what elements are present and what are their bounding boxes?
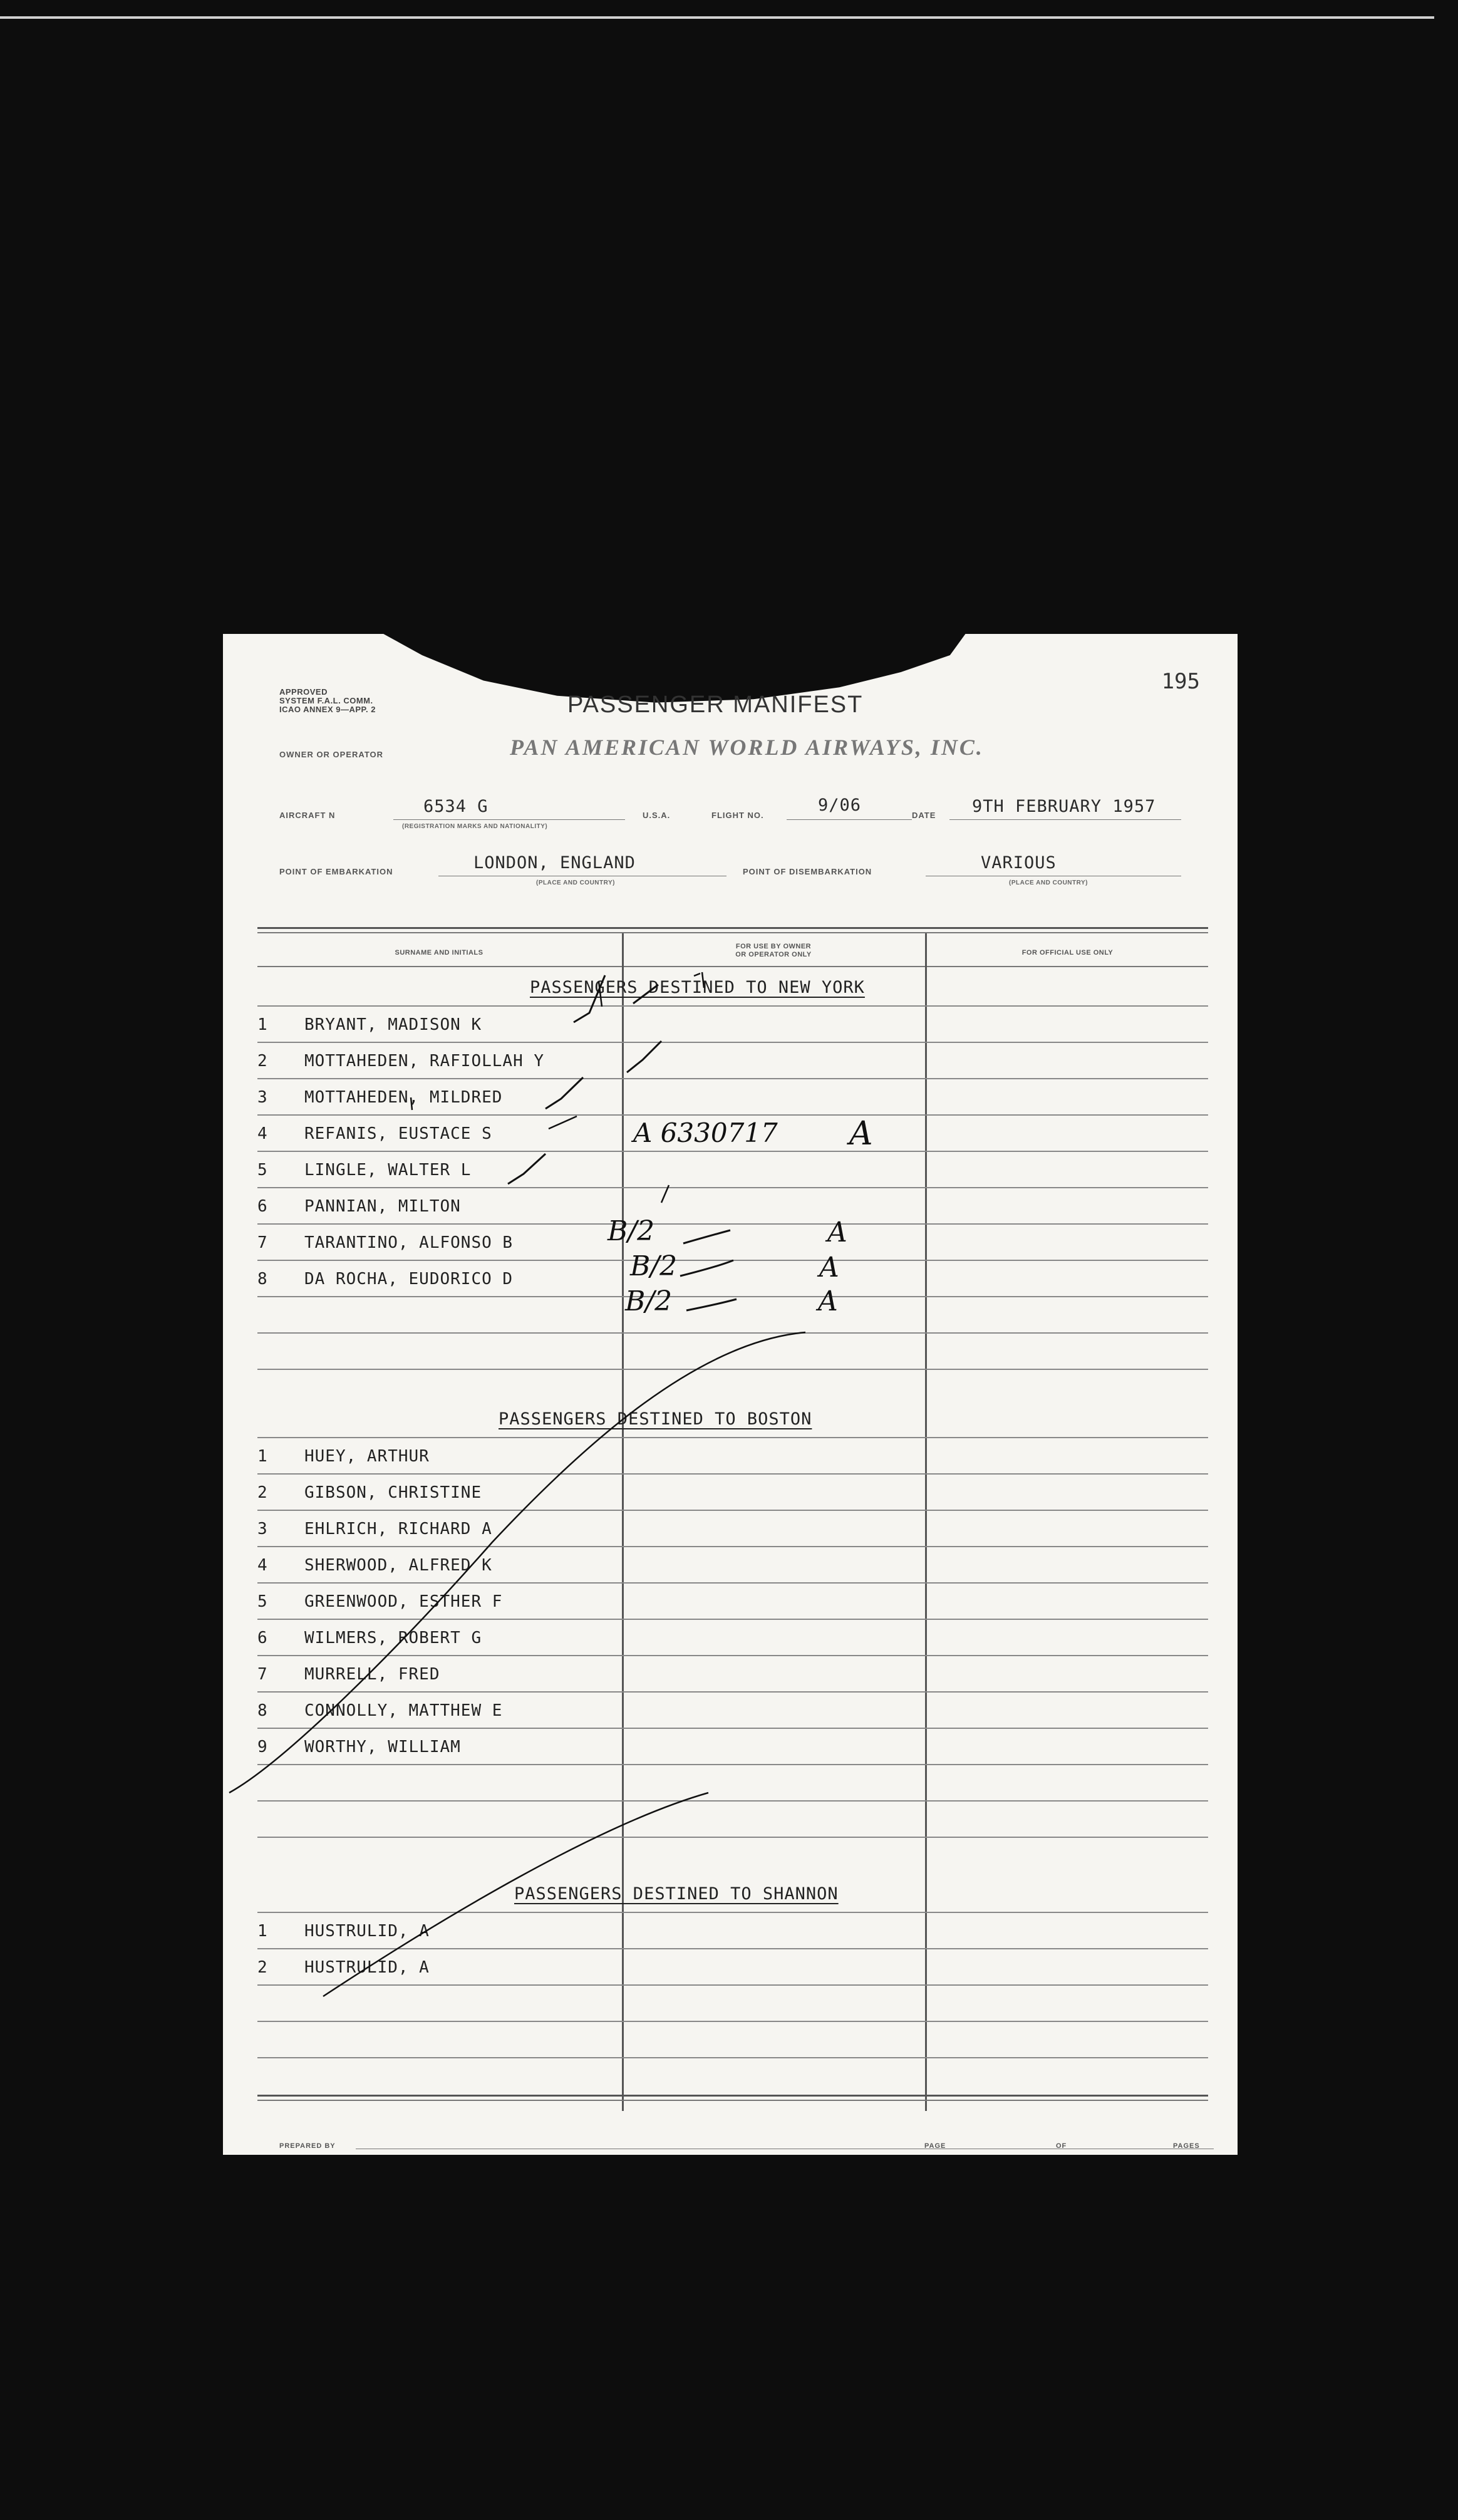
- manifest-sheet: [223, 634, 1238, 2155]
- passenger-number: 3: [257, 1520, 267, 1538]
- disembark-value: VARIOUS: [981, 853, 1057, 873]
- disembark-label: POINT OF DISEMBARKATION: [743, 867, 872, 876]
- aircraft-caption: (REGISTRATION MARKS AND NATIONALITY): [402, 823, 548, 830]
- embark-caption: (PLACE AND COUNTRY): [536, 879, 615, 886]
- passenger-name: TARANTINO, ALFONSO B: [304, 1233, 514, 1252]
- aircraft-value: 6534 G: [423, 797, 489, 816]
- aircraft-label: AIRCRAFT N: [279, 811, 336, 820]
- embark-value: LONDON, ENGLAND: [473, 853, 636, 873]
- pages-label: PAGES: [1173, 2142, 1200, 2150]
- passenger-number: 9: [257, 1738, 267, 1756]
- handwritten-passport: A 6330717: [633, 1117, 778, 1148]
- strike-line-boston: [229, 1332, 805, 1793]
- passenger-name: HUEY, ARTHUR: [304, 1447, 430, 1466]
- passenger-name: HUSTRULID, A: [304, 1922, 430, 1941]
- handwritten-b2-row8: B/2: [625, 1285, 673, 1317]
- column-header-official: FOR OFFICIAL USE ONLY: [1021, 949, 1114, 957]
- passenger-name: WORTHY, WILLIAM: [304, 1738, 461, 1756]
- passenger-number: 5: [257, 1161, 267, 1180]
- strike-line-shannon: [323, 1793, 708, 1996]
- passenger-number: 6: [257, 1629, 267, 1647]
- handwritten-a-row7: A: [819, 1252, 839, 1283]
- section-heading: PASSENGERS DESTINED TO SHANNON: [514, 1884, 839, 1904]
- flight-value: 9/06: [818, 796, 862, 815]
- passenger-number: 2: [257, 1958, 267, 1977]
- disembark-caption: (PLACE AND COUNTRY): [1009, 879, 1088, 886]
- handwritten-a-row6: A: [827, 1216, 847, 1248]
- approval-line-1: APPROVED: [279, 687, 328, 697]
- date-value: 9TH FEBRUARY 1957: [972, 797, 1156, 816]
- passenger-number: 1: [257, 1447, 267, 1466]
- passenger-number: 5: [257, 1592, 267, 1611]
- passenger-name: MURRELL, FRED: [304, 1665, 440, 1684]
- owner-label: OWNER OR OPERATOR: [279, 750, 384, 759]
- column-header-owner-line1: FOR USE BY OWNER: [735, 943, 812, 950]
- handwritten-b2-row7: B/2: [630, 1250, 678, 1282]
- passenger-number: 1: [257, 1922, 267, 1941]
- usa-label: U.S.A.: [643, 811, 671, 820]
- page-label: PAGE: [924, 2142, 946, 2150]
- passenger-name: SHERWOOD, ALFRED K: [304, 1556, 492, 1575]
- prepared-by-label: PREPARED BY: [279, 2142, 336, 2150]
- passenger-number: 8: [257, 1701, 267, 1720]
- approval-line-3: ICAO ANNEX 9—APP. 2: [279, 705, 376, 714]
- check-mark-1: [574, 975, 658, 1022]
- passenger-number: 7: [257, 1233, 267, 1252]
- page-title: PASSENGER MANIFEST: [567, 692, 864, 718]
- film-edge-line: [0, 16, 1434, 19]
- handwritten-a-row8: A: [818, 1285, 838, 1317]
- passenger-name: CONNOLLY, MATTHEW E: [304, 1701, 503, 1720]
- passenger-name: WILMERS, ROBERT G: [304, 1629, 482, 1647]
- passenger-number: 6: [257, 1197, 267, 1216]
- check-mark-3: [545, 1077, 583, 1109]
- passenger-number: 3: [257, 1088, 267, 1107]
- approval-line-2: SYSTEM F.A.L. COMM.: [279, 696, 373, 705]
- column-header-owner-line2: OR OPERATOR ONLY: [735, 951, 812, 958]
- passenger-name: PANNIAN, MILTON: [304, 1197, 461, 1216]
- passenger-name: GREENWOOD, ESTHER F: [304, 1592, 503, 1611]
- airline-name: PAN AMERICAN WORLD AIRWAYS, INC.: [510, 735, 984, 760]
- passenger-number: 1: [257, 1015, 267, 1034]
- section-heading: PASSENGERS DESTINED TO NEW YORK: [530, 978, 865, 997]
- embark-label: POINT OF EMBARKATION: [279, 867, 393, 876]
- passenger-name: HUSTRULID, A: [304, 1958, 430, 1977]
- passenger-name: DA ROCHA, EUDORICO D: [304, 1270, 514, 1289]
- check-mark-4: [508, 1154, 545, 1184]
- passenger-name: GIBSON, CHRISTINE: [304, 1483, 482, 1502]
- passenger-name: REFANIS, EUSTACE S: [304, 1124, 492, 1143]
- page-number: 195: [1161, 669, 1200, 694]
- passenger-number: 4: [257, 1556, 267, 1575]
- passenger-number: 8: [257, 1270, 267, 1289]
- passenger-number: 2: [257, 1483, 267, 1502]
- passenger-name: MOTTAHEDEN, MILDRED: [304, 1088, 503, 1107]
- passenger-name: EHLRICH, RICHARD A: [304, 1520, 492, 1538]
- check-mark-2: [627, 1041, 661, 1072]
- date-label: DATE: [912, 811, 936, 820]
- passenger-name: MOTTAHEDEN, RAFIOLLAH Y: [304, 1052, 545, 1071]
- column-header-names: SURNAME AND INITIALS: [395, 949, 483, 957]
- passenger-number: 7: [257, 1665, 267, 1684]
- passenger-name: LINGLE, WALTER L: [304, 1161, 472, 1180]
- flight-label: FLIGHT NO.: [711, 811, 764, 820]
- passenger-name: BRYANT, MADISON K: [304, 1015, 482, 1034]
- handwritten-b2-row6: B/2: [608, 1215, 655, 1247]
- of-label: OF: [1056, 2142, 1067, 2150]
- handwritten-marks: [223, 634, 1238, 2155]
- passenger-number: 4: [257, 1124, 267, 1143]
- handwritten-a-row4: A: [849, 1115, 873, 1153]
- section-heading: PASSENGERS DESTINED TO BOSTON: [499, 1409, 812, 1429]
- passenger-number: 2: [257, 1052, 267, 1071]
